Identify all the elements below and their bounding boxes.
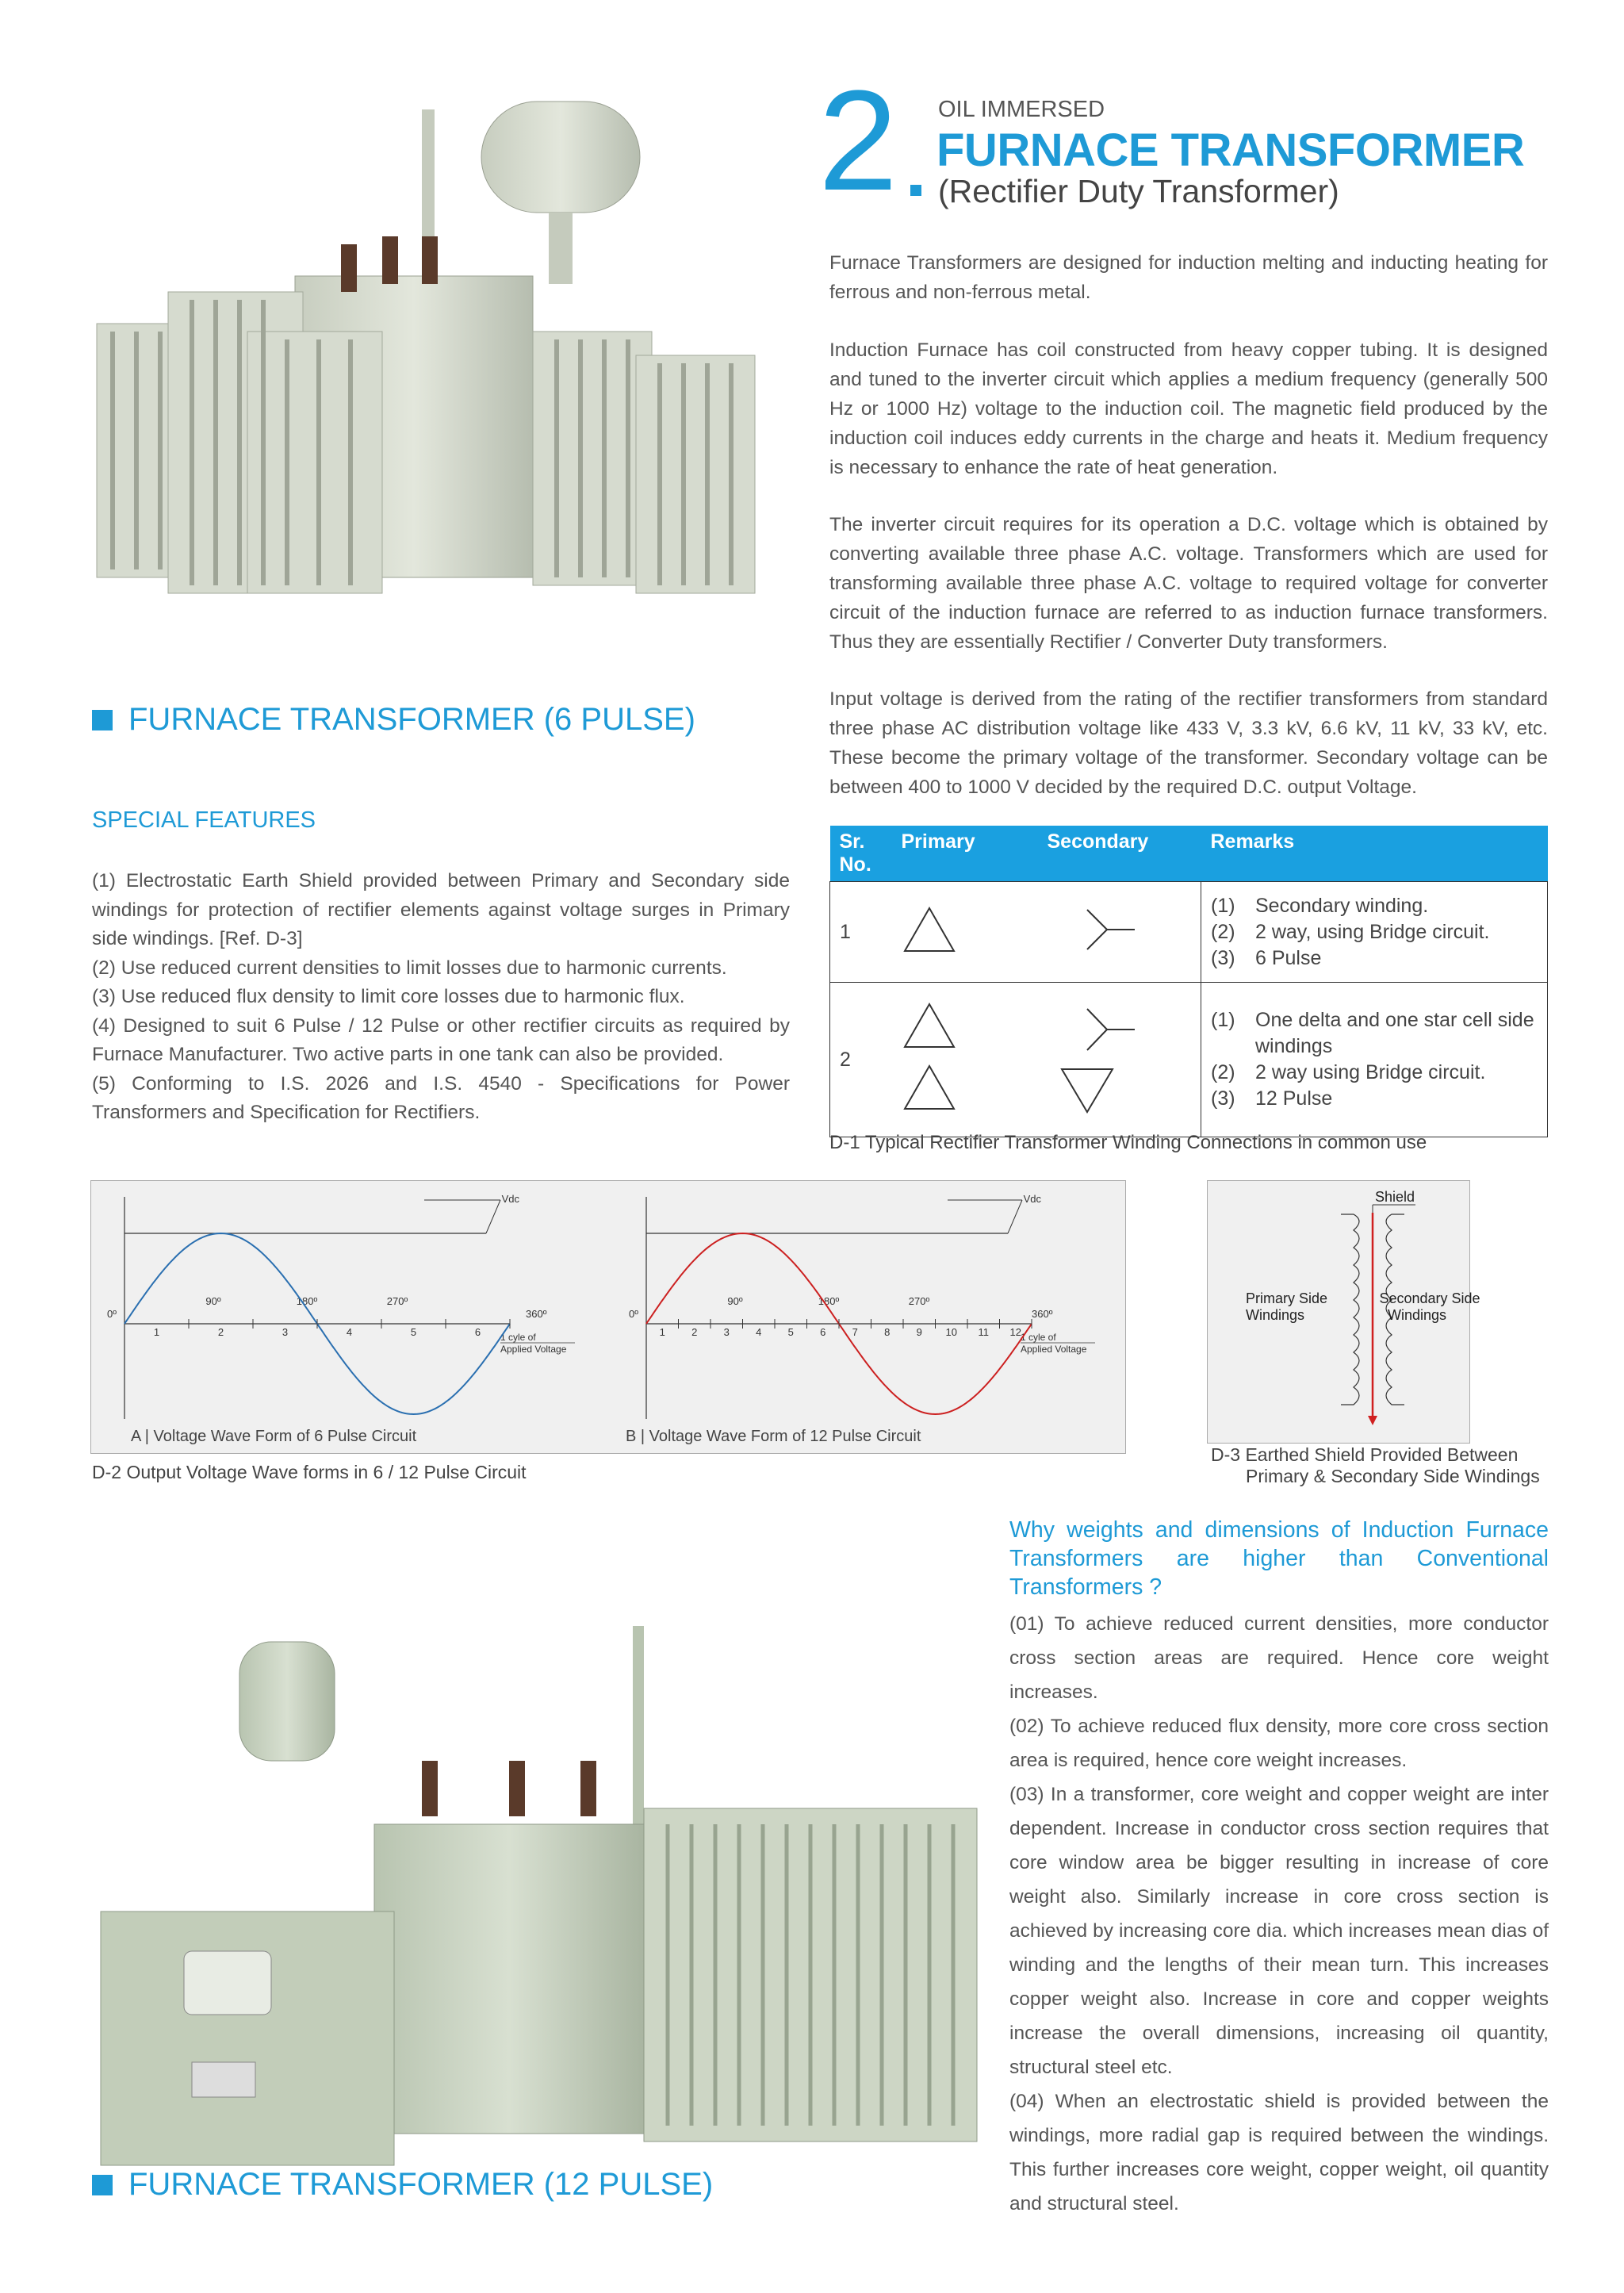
intro-paragraph-1: Furnace Transformers are designed for induction melting and inducting heating for ferrous and non-ferrous metal. <box>829 252 1548 303</box>
cycle-label-a1: 1 cyle of <box>500 1332 536 1343</box>
th-remarks: Remarks <box>1201 826 1548 882</box>
pulse-tick-label: 8 <box>884 1326 891 1338</box>
cycle-label-b1: 1 cyle of <box>1021 1332 1056 1343</box>
wave-b <box>626 1193 1095 1445</box>
pulse-tick-label: 7 <box>852 1326 858 1338</box>
transformer-12-pulse-photo <box>89 1610 985 2181</box>
remark-num: (2) <box>1211 920 1235 943</box>
cycle-label-b2: Applied Voltage <box>1021 1344 1087 1355</box>
pulse-ticks-12 <box>660 1319 1032 1338</box>
deg360-label-b: 360º <box>1032 1308 1053 1320</box>
primary-cell <box>892 882 1038 983</box>
remark-num: (3) <box>1211 1087 1235 1110</box>
wave-caption-a: A | Voltage Wave Form of 6 Pulse Circuit <box>131 1428 417 1445</box>
section-heading-6-pulse <box>92 702 695 738</box>
table-caption: D-1 Typical Rectifier Transformer Winding Connections in common use <box>829 1132 1427 1153</box>
primary-label-1: Primary Side <box>1246 1290 1328 1306</box>
remark-text: 2 way, using Bridge circuit. <box>1255 920 1490 943</box>
remark-text: 6 Pulse <box>1255 946 1322 969</box>
table-row <box>830 882 1548 983</box>
shield-diagram-panel <box>1207 1180 1480 1444</box>
pulse-tick-label: 2 <box>691 1326 698 1338</box>
pulse-tick-label: 1 <box>153 1326 160 1338</box>
table-row <box>830 983 1548 1137</box>
secondary-cell <box>1038 983 1201 1137</box>
special-features-list <box>92 867 790 1128</box>
pulse-tick-label: 6 <box>474 1326 481 1338</box>
chapter-number: 2 <box>818 61 895 220</box>
deg180-label-a: 180º <box>296 1295 318 1307</box>
d2-caption: D-2 Output Voltage Wave forms in 6 / 12 Pulse Circuit <box>92 1462 527 1482</box>
chapter-dot <box>910 185 921 196</box>
deg270-label-b: 270º <box>908 1295 930 1307</box>
pulse-tick-label: 2 <box>217 1326 224 1338</box>
pulse-tick-label: 5 <box>787 1326 794 1338</box>
page-subtitle: (Rectifier Duty Transformer) <box>938 173 1339 209</box>
remark-text: 12 Pulse <box>1255 1087 1333 1110</box>
th-primary: Primary <box>892 826 1038 882</box>
remark-num: (2) <box>1211 1061 1235 1083</box>
section-heading-12-pulse-text: FURNACE TRANSFORMER (12 PULSE) <box>128 2167 714 2202</box>
intro-paragraph-2: Induction Furnace has coil constructed from heavy copper tubing. It is designed and tuned to the inverter circuit which applies a medium frequency (generally 500 Hz or 1000 Hz) voltage to the induction coil. The magnetic field produced by the induction coil induces eddy currents in the charge and heats it. Medium frequency is necessary to enhance the rate of heat generation. <box>829 339 1548 478</box>
shield-diagram <box>1208 1181 1480 1443</box>
wave-caption-b: B | Voltage Wave Form of 12 Pulse Circuit <box>626 1428 921 1445</box>
pulse-tick-label: 4 <box>756 1326 762 1338</box>
feature-item: (1) Electrostatic Earth Shield provided between Primary and Secondary side windings for protection of rectifier elements against voltage surges in Primary side windings. [Ref. D-3] <box>92 870 790 949</box>
pulse-tick-label: 5 <box>410 1326 417 1338</box>
pulse-ticks-6 <box>154 1319 510 1338</box>
vdc-label-a: Vdc <box>501 1193 519 1205</box>
deg270-label-a: 270º <box>386 1295 408 1307</box>
sr-cell: 1 <box>830 882 892 983</box>
star-delta-symbol-icon <box>1048 998 1143 1117</box>
kicker: OIL IMMERSED <box>938 97 1105 122</box>
zero-label-a: 0º <box>107 1308 117 1320</box>
pulse-tick-label: 12 <box>1009 1326 1021 1338</box>
deg180-label-b: 180º <box>818 1295 840 1307</box>
section-heading-6-pulse-text: FURNACE TRANSFORMER (6 PULSE) <box>128 702 695 737</box>
section-heading-12-pulse <box>92 2167 713 2203</box>
why-list <box>1009 1607 1549 2221</box>
star-symbol-icon <box>1048 902 1143 957</box>
delta-symbol-icon <box>902 905 957 954</box>
pulse-tick-label: 4 <box>346 1326 353 1338</box>
zero-label-b: 0º <box>629 1308 638 1320</box>
remarks-cell <box>1201 882 1548 983</box>
remarks-cell <box>1201 983 1548 1137</box>
deg360-label-a: 360º <box>526 1308 547 1320</box>
page-title: FURNACE TRANSFORMER <box>936 125 1525 176</box>
d3-caption-line-2: Primary & Secondary Side Windings <box>1246 1466 1540 1486</box>
d3-caption <box>1211 1444 1540 1487</box>
pulse-tick-label: 9 <box>916 1326 922 1338</box>
table-header-row <box>830 826 1548 882</box>
feature-item: (2) Use reduced current densities to limit losses due to harmonic currents. <box>92 957 727 979</box>
secondary-label-1: Secondary Side <box>1379 1290 1480 1306</box>
transformer-6-pulse-photo <box>89 94 802 665</box>
pulse-tick-label: 3 <box>282 1326 289 1338</box>
d3-caption-line-1: D-3 Earthed Shield Provided Between <box>1211 1444 1519 1465</box>
why-item: (01) To achieve reduced current densities, more conductor cross section areas are required. Hence core weight increases. <box>1009 1613 1549 1703</box>
wave-diagram <box>91 1181 1125 1453</box>
th-sr: Sr. No. <box>830 826 892 882</box>
primary-cell <box>892 983 1038 1137</box>
pulse-tick-label: 6 <box>820 1326 826 1338</box>
secondary-cell <box>1038 882 1201 983</box>
primary-label-2: Windings <box>1246 1307 1305 1323</box>
why-item: (03) In a transformer, core weight and copper weight are inter dependent. Increase in conductor cross section requires that core window area be bigger resulting in increase of core weight also. Similarly increase in core cross section is achieved by increasing core dia. which increases mean dias of winding and the lengths of their mean turn. This increases copper weight also. Increase in core and copper weights increase the overall dimensions, increasing oil quantity, structural steel etc. <box>1009 1784 1549 2078</box>
intro-paragraph-4: Input voltage is derived from the rating of the rectifier transformers from standard three phase AC distribution voltage like 433 V, 3.3 kV, 6.6 kV, 11 kV, 33 kV, etc. These become the primary voltage of the transformer. Secondary voltage can be between 400 to 1000 V decided by the required D.C. output Voltage. <box>829 688 1548 798</box>
remark-num: (3) <box>1211 946 1235 969</box>
double-delta-symbol-icon <box>902 998 957 1117</box>
feature-item: (5) Conforming to I.S. 2026 and I.S. 4540 - Specifications for Power Transformers and Specification for Rectifiers. <box>92 1072 790 1123</box>
sr-cell: 2 <box>830 983 892 1137</box>
shield-label: Shield <box>1374 1189 1415 1205</box>
special-features-title: SPECIAL FEATURES <box>92 807 316 833</box>
vdc-label-b: Vdc <box>1023 1193 1041 1205</box>
wave-a <box>107 1193 575 1445</box>
heading-square-icon <box>92 2175 113 2195</box>
winding-table <box>829 826 1548 1137</box>
pulse-tick-label: 3 <box>723 1326 730 1338</box>
why-item: (04) When an electrostatic shield is provided between the windings, more radial gap is required between the windings. This further increases core weight, copper weight, oil quantity and structural steel. <box>1009 2091 1549 2214</box>
feature-item: (4) Designed to suit 6 Pulse / 12 Pulse or other rectifier circuits as required by Furnace Manufacturer. Two active parts in one tank can also be provided. <box>92 1014 790 1065</box>
intro-paragraph-3: The inverter circuit requires for its operation a D.C. voltage which is obtained by converting available three phase A.C. voltage. Transformers which are used for transforming available three phase A.C. voltage to required voltage for converter circuit of the induction furnace are referred to as induction furnace transformers. Thus they are essentially Rectifier / Converter Duty transformers. <box>829 514 1548 653</box>
why-title: Why weights and dimensions of Induction Furnace Transformers are higher than Conventional Transformers ? <box>1009 1517 1549 1600</box>
pulse-tick-label: 10 <box>945 1326 957 1338</box>
remark-text: 2 way using Bridge circuit. <box>1255 1061 1486 1083</box>
remark-text: Secondary winding. <box>1255 894 1429 917</box>
remark-num: (1) <box>1211 1009 1235 1031</box>
cycle-label-a2: Applied Voltage <box>500 1344 567 1355</box>
remark-text: One delta and one star cell side windings <box>1255 1009 1534 1057</box>
wave-diagram-panel <box>90 1180 1126 1454</box>
heading-square-icon <box>92 710 113 730</box>
secondary-label-2: Windings <box>1387 1307 1447 1323</box>
why-item: (02) To achieve reduced flux density, more core cross section area is required, hence core weight increases. <box>1009 1716 1549 1771</box>
primary-coil-icon <box>1341 1214 1359 1405</box>
deg90-label-b: 90º <box>727 1295 743 1307</box>
remark-num: (1) <box>1211 894 1235 917</box>
th-secondary: Secondary <box>1038 826 1201 882</box>
deg90-label-a: 90º <box>205 1295 221 1307</box>
feature-item: (3) Use reduced flux density to limit core losses due to harmonic flux. <box>92 986 685 1007</box>
pulse-tick-label: 1 <box>659 1326 665 1338</box>
pulse-tick-label: 11 <box>978 1326 989 1338</box>
